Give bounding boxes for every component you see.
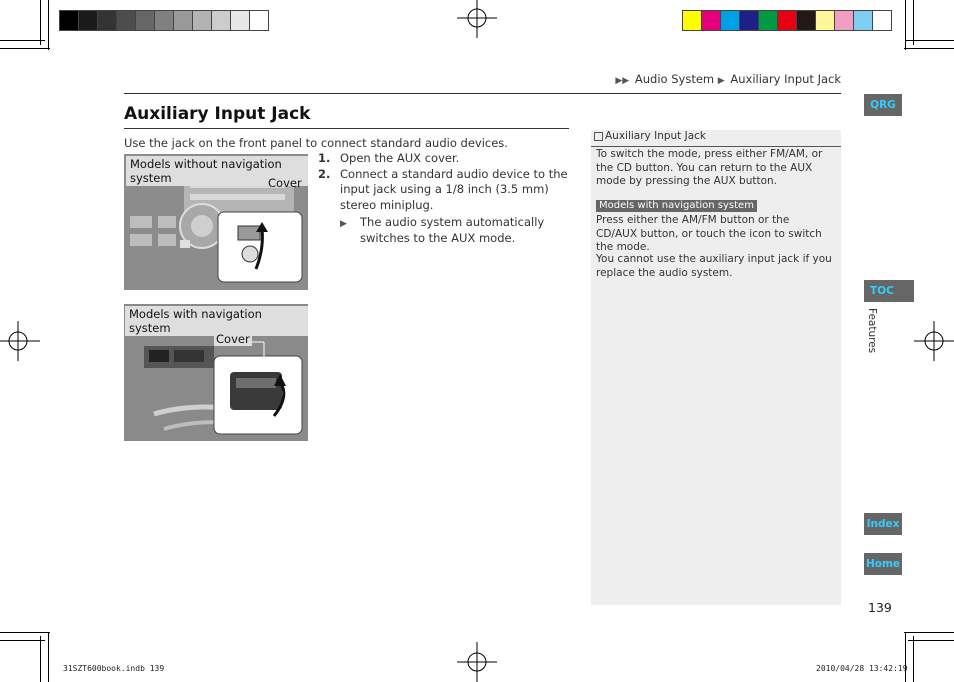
color-swatch <box>778 11 797 30</box>
note-icon <box>594 132 603 141</box>
color-swatch <box>155 11 174 30</box>
color-swatch <box>816 11 835 30</box>
registration-mark-icon <box>457 0 497 40</box>
step-text: Connect a standard audio device to the input jack using a 1/8 inch (3.5 mm) stereo miniplug. <box>340 166 568 212</box>
breadcrumb-item[interactable]: Auxiliary Input Jack <box>730 72 841 86</box>
title-rule <box>124 128 569 129</box>
color-swatch <box>759 11 778 30</box>
step-item <box>318 167 570 214</box>
color-swatch <box>60 11 79 30</box>
side-note-paragraph: Press either the AM/FM button or the CD/AUX button, or touch the icon to switch the mode. <box>596 214 822 253</box>
step-number: 1. <box>318 151 331 165</box>
instruction-steps <box>318 151 570 246</box>
crop-mark <box>904 48 954 49</box>
figure-without-navigation <box>124 154 308 290</box>
crop-mark <box>0 632 50 633</box>
page-title: Auxiliary Input Jack <box>124 104 311 124</box>
color-swatch <box>117 11 136 30</box>
registration-mark-icon <box>914 321 954 361</box>
color-swatch <box>98 11 117 30</box>
color-swatch <box>835 11 854 30</box>
color-swatch <box>136 11 155 30</box>
crop-mark <box>905 0 906 50</box>
color-swatch <box>873 11 891 30</box>
figure-label: Models with navigation system <box>125 306 308 336</box>
color-swatch <box>740 11 759 30</box>
registration-mark-icon <box>457 642 497 682</box>
crop-mark <box>0 48 50 49</box>
crop-mark <box>904 632 954 633</box>
color-swatch <box>683 11 702 30</box>
breadcrumb <box>615 72 841 86</box>
cover-callout: Cover <box>216 332 250 346</box>
double-arrow-icon: ▶▶ <box>615 76 630 86</box>
step-note <box>340 215 570 246</box>
color-swatch <box>193 11 212 30</box>
color-swatch <box>231 11 250 30</box>
color-swatch <box>174 11 193 30</box>
tab-index[interactable]: Index <box>864 513 902 535</box>
color-swatch <box>797 11 816 30</box>
crop-mark <box>905 632 906 682</box>
side-note-panel <box>591 130 841 605</box>
step-text: Open the AUX cover. <box>340 151 460 165</box>
tab-toc[interactable]: TOC <box>864 280 914 302</box>
gray-color-bar <box>59 10 269 31</box>
footer-timestamp: 2010/04/28 13:42:19 <box>816 664 908 673</box>
model-tag: Models with navigation system <box>596 200 757 212</box>
side-note-paragraph: You cannot use the auxiliary input jack if you replace the audio system. <box>596 253 832 279</box>
figure-with-navigation <box>124 304 308 441</box>
side-note-paragraph: To switch the mode, press either FM/AM, or the CD button. You can return to the AUX mode by pressing the AUX button. <box>596 148 823 187</box>
cover-callout: Cover <box>268 176 302 190</box>
step-item <box>318 151 570 167</box>
tab-qrg[interactable]: QRG <box>864 94 902 116</box>
registration-mark-icon <box>0 321 40 361</box>
side-note-heading <box>591 130 841 147</box>
tab-home[interactable]: Home <box>864 553 902 575</box>
section-label: Features <box>866 308 878 354</box>
crop-mark <box>40 636 41 682</box>
intro-text: Use the jack on the front panel to connect standard audio devices. <box>124 136 508 150</box>
crop-mark <box>48 0 49 50</box>
step-number: 2. <box>318 166 331 181</box>
page-number: 139 <box>868 600 892 615</box>
process-color-bar <box>682 10 892 31</box>
crop-mark <box>48 632 49 682</box>
header-rule <box>124 93 841 94</box>
crop-mark <box>913 0 914 45</box>
side-note-heading-text: Auxiliary Input Jack <box>605 130 707 142</box>
breadcrumb-item[interactable]: Audio System <box>634 72 715 86</box>
color-swatch <box>79 11 98 30</box>
crop-mark <box>913 636 914 682</box>
crop-mark <box>908 640 954 641</box>
color-swatch <box>212 11 231 30</box>
color-swatch <box>854 11 873 30</box>
color-swatch <box>702 11 721 30</box>
arrow-icon: ▶ <box>717 76 725 86</box>
step-note-text: The audio system automatically switches to the AUX mode. <box>360 215 545 245</box>
figure-label-line: system <box>130 171 172 185</box>
color-swatch <box>250 11 268 30</box>
crop-mark <box>0 40 45 41</box>
crop-mark <box>40 0 41 45</box>
crop-mark <box>0 640 45 641</box>
figure-label-line: Models without navigation <box>130 157 282 171</box>
color-swatch <box>721 11 740 30</box>
arrow-icon: ▶ <box>340 219 347 229</box>
footer-file-info: 31SZT600book.indb 139 <box>63 664 165 673</box>
